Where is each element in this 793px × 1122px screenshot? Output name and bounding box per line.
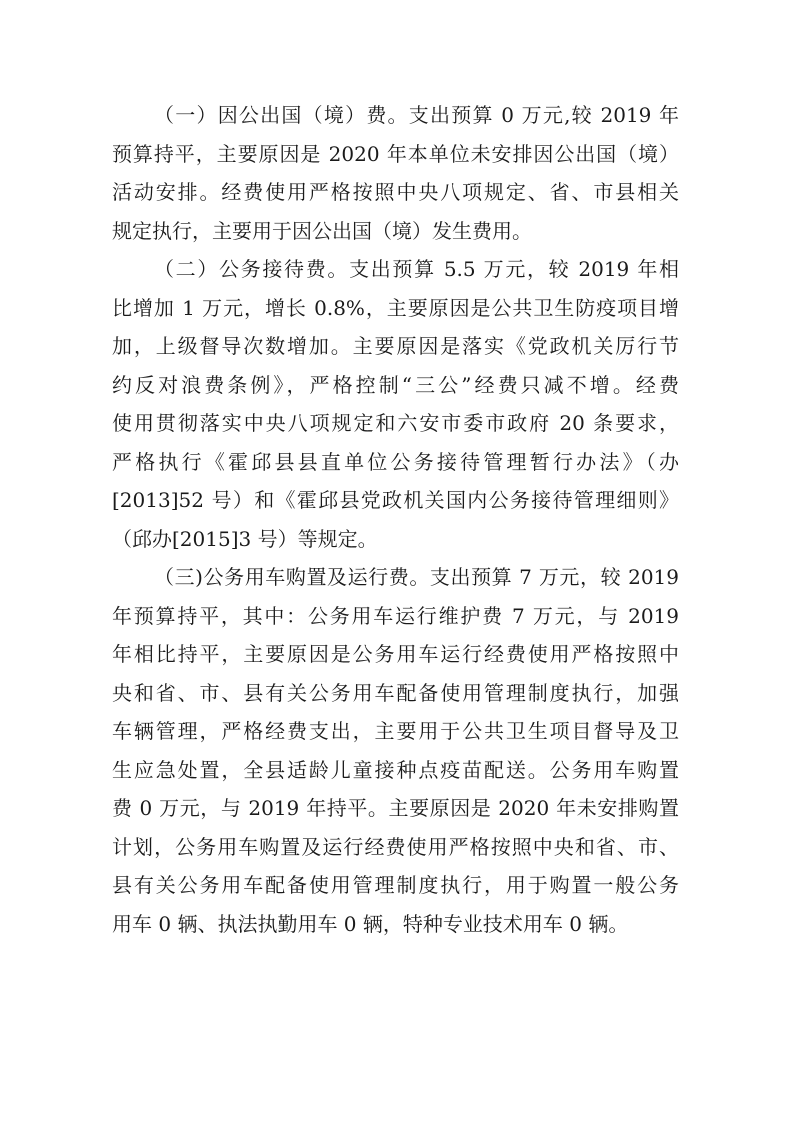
- text-line: 用车 0 辆、执法执勤用车 0 辆，特种专业技术用车 0 辆。: [112, 911, 629, 936]
- text-line: 比增加 1 万元，增长 0.8%，主要原因是公共卫生防疫项目增: [112, 295, 679, 320]
- text-line: 规定执行，主要用于因公出国（境）发生费用。: [112, 218, 532, 243]
- text-line: 年相比持平，主要原因是公务用车运行经费使用严格按照中: [112, 642, 679, 666]
- text-line: （一）因公出国（境）费。支出预算 0 万元,较 2019 年: [154, 103, 679, 127]
- text-line: 年预算持平，其中：公务用车运行维护费 7 万元，与 2019: [112, 603, 679, 628]
- text-line: 央和省、市、县有关公务用车配备使用管理制度执行，加强: [112, 680, 679, 705]
- document-body: [112, 96, 679, 943]
- text-line: 严格执行《霍邱县县直单位公务接待管理暂行办法》（办: [112, 449, 679, 474]
- text-line: 费 0 万元，与 2019 年持平。主要原因是 2020 年未安排购置: [112, 796, 679, 820]
- text-line: 生应急处置，全县适龄儿童接种点疫苗配送。公务用车购置: [112, 757, 679, 782]
- paragraph-official-reception-expenses: [112, 250, 679, 558]
- text-line: 车辆管理，严格经费支出，主要用于公共卫生项目督导及卫: [112, 719, 679, 743]
- text-line: 活动安排。经费使用严格按照中央八项规定、省、市县相关: [112, 180, 679, 204]
- text-line: （三)公务用车购置及运行费。支出预算 7 万元，较 2019: [154, 565, 679, 589]
- text-line: 计划，公务用车购置及运行经费使用严格按照中央和省、市、: [112, 834, 679, 859]
- text-line: （邱办[2015]3 号）等规定。: [112, 526, 378, 551]
- text-line: 县有关公务用车配备使用管理制度执行，用于购置一般公务: [112, 873, 679, 897]
- paragraph-outbound-travel-expenses: [112, 96, 679, 250]
- text-line: 加，上级督导次数增加。主要原因是落实《党政机关厉行节: [112, 334, 679, 358]
- text-line: 约反对浪费条例》，严格控制“三公”经费只减不增。经费: [112, 372, 679, 397]
- text-line: [2013]52 号）和《霍邱县党政机关国内公务接待管理细则》: [112, 488, 679, 512]
- text-line: 使用贯彻落实中央八项规定和六安市委市政府 20 条要求，: [112, 411, 679, 435]
- text-line: （二）公务接待费。支出预算 5.5 万元，较 2019 年相: [154, 257, 679, 281]
- text-line: 预算持平，主要原因是 2020 年本单位未安排因公出国（境）: [112, 141, 679, 166]
- paragraph-official-vehicle-expenses: [112, 558, 679, 943]
